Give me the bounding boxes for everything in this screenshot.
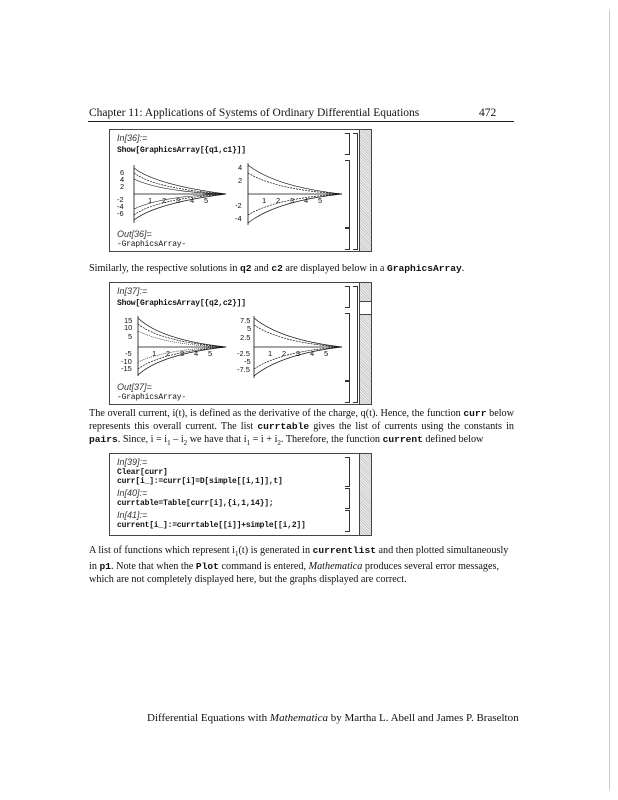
input-label: In[40]:= (117, 488, 148, 498)
input-code[interactable]: Clear[curr] (117, 468, 168, 477)
ytick: 2.5 (240, 333, 251, 342)
xtick: 4 (190, 196, 195, 205)
ytick: 15 (124, 316, 133, 325)
xtick: 3 (290, 196, 295, 205)
ytick: -5 (244, 357, 251, 366)
ytick: -15 (121, 364, 132, 373)
xtick: 1 (262, 196, 267, 205)
chapter-title: Chapter 11: Applications of Systems of Ordinary Differential Equations (89, 107, 420, 119)
output-label: Out[37]= (117, 382, 152, 392)
graphics-array-plot (116, 312, 346, 384)
scrollbar-thumb[interactable] (360, 301, 371, 315)
xtick: 2 (276, 196, 281, 205)
input-code[interactable]: curr[i_]:=curr[i]=D[simple[[i,1]],t] (117, 477, 283, 486)
xtick: 5 (208, 349, 213, 358)
input-label: In[37]:= (117, 286, 148, 296)
xtick: 5 (204, 196, 209, 205)
page-number: 472 (479, 107, 497, 119)
plot-q2 (121, 316, 226, 376)
graphics-array-plot (116, 159, 346, 231)
plot-q1 (117, 165, 226, 223)
ytick: 7.5 (240, 316, 251, 325)
ytick: -6 (117, 209, 124, 218)
xtick: 2 (166, 349, 171, 358)
xtick: 2 (162, 196, 167, 205)
page-footer: Differential Equations with Mathematica by Martha L. Abell and James P. Braselton (147, 712, 519, 724)
paragraph-similarly: Similarly, the respective solutions in q2 and c2 are displayed below in a GraphicsArray. (89, 263, 465, 274)
notebook-cell-39-41[interactable] (109, 453, 372, 536)
output-value: -GraphicsArray- (117, 240, 187, 249)
ytick: -4 (117, 202, 124, 211)
xtick: 1 (148, 196, 153, 205)
input-code[interactable]: Show[GraphicsArray[{q2,c2}]] (117, 299, 246, 308)
header-rule (88, 121, 514, 122)
xtick: 3 (180, 349, 185, 358)
ytick: -2 (117, 195, 124, 204)
output-label: Out[36]= (117, 229, 152, 239)
ytick: 2 (238, 176, 243, 185)
notebook-cell-36[interactable] (109, 129, 372, 252)
output-value: -GraphicsArray- (117, 393, 187, 402)
xtick: 4 (194, 349, 199, 358)
ytick: -2 (235, 201, 242, 210)
xtick: 5 (324, 349, 329, 358)
ytick: 2 (120, 182, 125, 191)
ytick: 5 (247, 324, 252, 333)
xtick: 2 (282, 349, 287, 358)
ytick: -2.5 (237, 349, 250, 358)
input-code[interactable]: currtable=Table[curr[i],{i,1,14}]; (117, 499, 274, 508)
xtick: 4 (310, 349, 315, 358)
paragraph-overall-current: The overall current, i(t), is defined as the derivative of the charge, q(t). Hence, the function curr below represents this overall current. The list currtable gives the list of currents using the constants in pairs. Since, $i = i_1 - i_2$ we have that $i_1 = i + i_2$. Therefore, the function current defined below (89, 408, 514, 447)
ytick: -5 (125, 349, 132, 358)
vertical-scrollbar[interactable] (359, 454, 371, 535)
input-label: In[41]:= (117, 510, 148, 520)
page-edge (609, 10, 610, 790)
vertical-scrollbar[interactable] (359, 130, 371, 251)
paragraph-list-of-functions: A list of functions which represent $i_1(t)$ is generated in currentlist and then plotted simultaneously in p1. Note that when the Plot command is entered, Mathematica produces several error messages, which are not completely displayed here, but the graphs displayed are correct. (89, 545, 509, 585)
xtick: 1 (268, 349, 273, 358)
xtick: 5 (318, 196, 323, 205)
plot-c2 (237, 316, 342, 378)
xtick: 3 (176, 196, 181, 205)
ytick: -4 (235, 214, 242, 223)
input-label: In[36]:= (117, 133, 148, 143)
input-code[interactable]: Show[GraphicsArray[{q1,c1}]] (117, 146, 246, 155)
notebook-cell-37[interactable] (109, 282, 372, 405)
ytick: 5 (128, 332, 133, 341)
vertical-scrollbar[interactable] (359, 283, 371, 404)
ytick: 6 (120, 168, 125, 177)
plot-c1 (235, 163, 342, 225)
xtick: 3 (296, 349, 301, 358)
input-label: In[39]:= (117, 457, 148, 467)
ytick: -10 (121, 357, 132, 366)
ytick: 4 (120, 175, 125, 184)
xtick: 4 (304, 196, 309, 205)
ytick: -7.5 (237, 365, 250, 374)
input-code[interactable]: current[i_]:=currtable[[i]]+simple[[i,2]] (117, 521, 306, 530)
xtick: 1 (152, 349, 157, 358)
ytick: 10 (124, 323, 133, 332)
ytick: 4 (238, 163, 243, 172)
